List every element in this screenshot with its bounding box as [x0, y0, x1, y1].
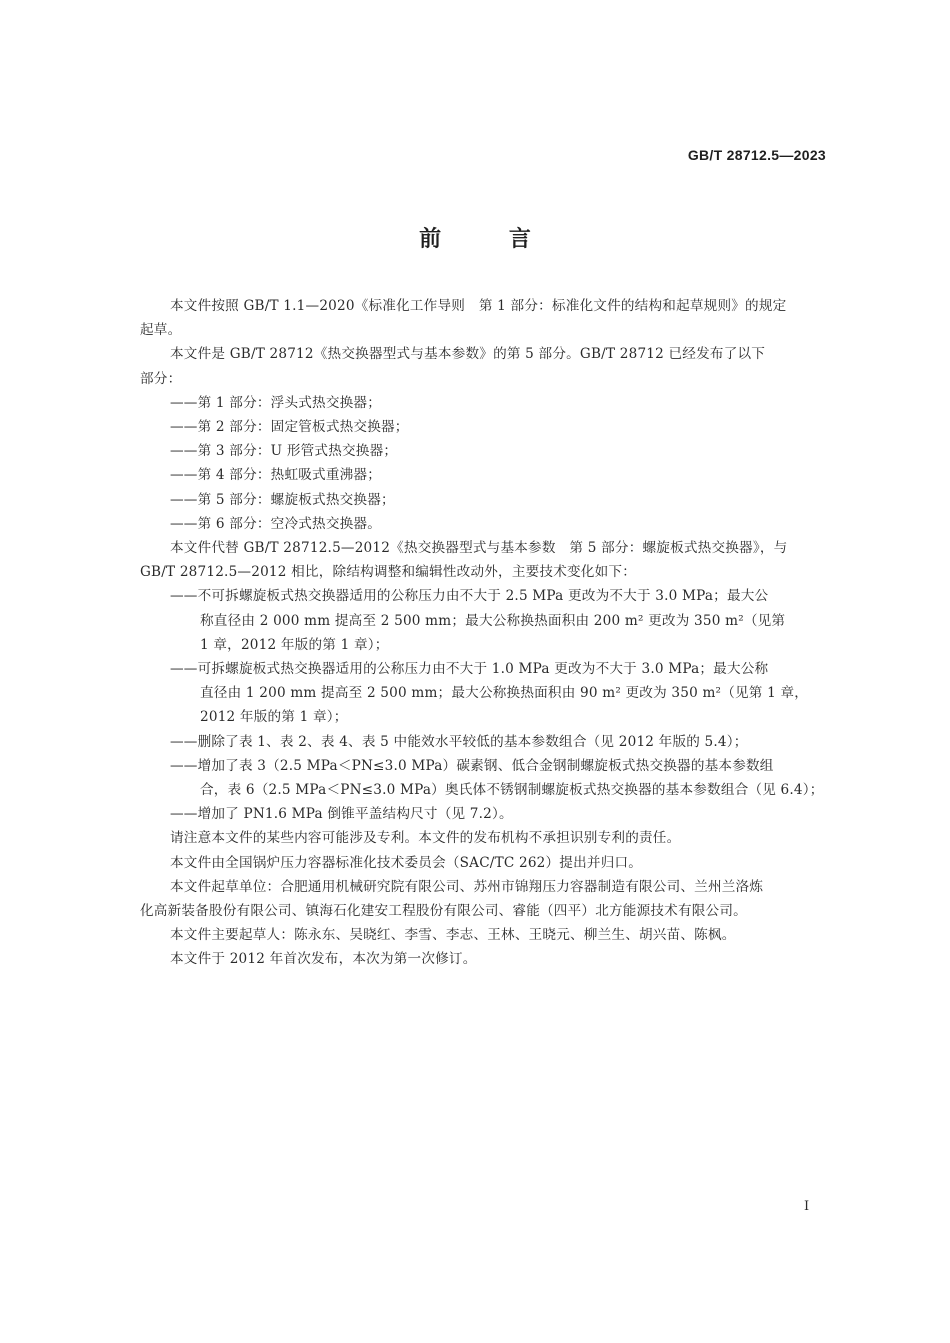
paragraph-line: 本文件起草单位：合肥通用机械研究院有限公司、苏州市锦翔压力容器制造有限公司、兰州兰洛炼	[170, 878, 764, 895]
paragraph-line: 本文件按照 GB/T 1.1—2020《标准化工作导则 第 1 部分：标准化文件的结构和起草规则》的规定	[170, 298, 787, 314]
page-title: 前 言	[419, 227, 561, 252]
change-item-line: ——删除了表 1、表 2、表 4、表 5 中能效水平较低的基本参数组合（见 2012 年版的 5.4）；	[170, 733, 748, 750]
change-item-line: 合，表 6（2.5 MPa＜PN≤3.0 MPa）奥氏体不锈钢制螺旋板式热交换器的基本参数组合（见 6.4）；	[200, 782, 824, 799]
change-item-line: 称直径由 2 000 mm 提高至 2 500 mm；最大公称换热面积由 200 m² 更改为 350 m²（见第	[200, 612, 786, 629]
paragraph-line: 请注意本文件的某些内容可能涉及专利。本文件的发布机构不承担识别专利的责任。	[170, 830, 681, 847]
list-item: ——第 2 部分：固定管板式热交换器；	[170, 419, 409, 436]
standard-code: GB/T 28712.5—2023	[687, 147, 826, 163]
paragraph-line: 部分：	[140, 370, 182, 387]
change-item-line: 直径由 1 200 mm 提高至 2 500 mm；最大公称换热面积由 90 m² 更改为 350 m²（见第 1 章，	[200, 685, 809, 702]
paragraph-line: 本文件代替 GB/T 28712.5—2012《热交换器型式与基本参数 第 5 部分：螺旋板式热交换器》，与	[170, 540, 788, 557]
paragraph-line: 本文件是 GB/T 28712《热交换器型式与基本参数》的第 5 部分。GB/T 28712 已经发布了以下	[170, 346, 766, 363]
list-item: ——第 6 部分：空冷式热交换器。	[170, 515, 382, 532]
change-item-line: ——增加了表 3（2.5 MPa＜PN≤3.0 MPa）碳素钢、低合金钢制螺旋板式热交换器的基本参数组	[170, 757, 774, 774]
list-item: ——第 5 部分：螺旋板式热交换器；	[170, 491, 395, 508]
paragraph-line: 本文件于 2012 年首次发布，本次为第一次修订。	[170, 951, 477, 968]
document-body	[140, 294, 826, 972]
list-item: ——第 4 部分：热虹吸式重沸器；	[170, 467, 382, 484]
paragraph-line: GB/T 28712.5—2012 相比，除结构调整和编辑性改动外，主要技术变化如下：	[140, 564, 636, 581]
list-item: ——第 3 部分：U 形管式热交换器；	[170, 443, 398, 460]
list-item: ——第 1 部分：浮头式热交换器；	[170, 394, 382, 411]
change-item-line: ——不可拆螺旋板式热交换器适用的公称压力由不大于 2.5 MPa 更改为不大于 3.0 MPa；最大公	[170, 588, 769, 605]
paragraph-line: 化高新装备股份有限公司、镇海石化建安工程股份有限公司、睿能（四平）北方能源技术有限公司。	[140, 903, 747, 920]
change-item-line: ——增加了 PN1.6 MPa 倒锥平盖结构尺寸（见 7.2）。	[170, 806, 513, 823]
change-item-line: 2012 年版的第 1 章）；	[200, 709, 348, 726]
paragraph-line: 本文件由全国锅炉压力容器标准化技术委员会（SAC/TC 262）提出并归口。	[170, 854, 643, 871]
change-item-line: 1 章，2012 年版的第 1 章）；	[200, 636, 389, 653]
change-item-line: ——可拆螺旋板式热交换器适用的公称压力由不大于 1.0 MPa 更改为不大于 3.0 MPa；最大公称	[170, 661, 769, 678]
paragraph-line: 本文件主要起草人：陈永东、吴晓红、李雪、李志、王林、王晓元、柳兰生、胡兴苗、陈枫。	[170, 927, 736, 944]
paragraph-line: 起草。	[140, 322, 182, 339]
page-number: I	[804, 1199, 810, 1214]
